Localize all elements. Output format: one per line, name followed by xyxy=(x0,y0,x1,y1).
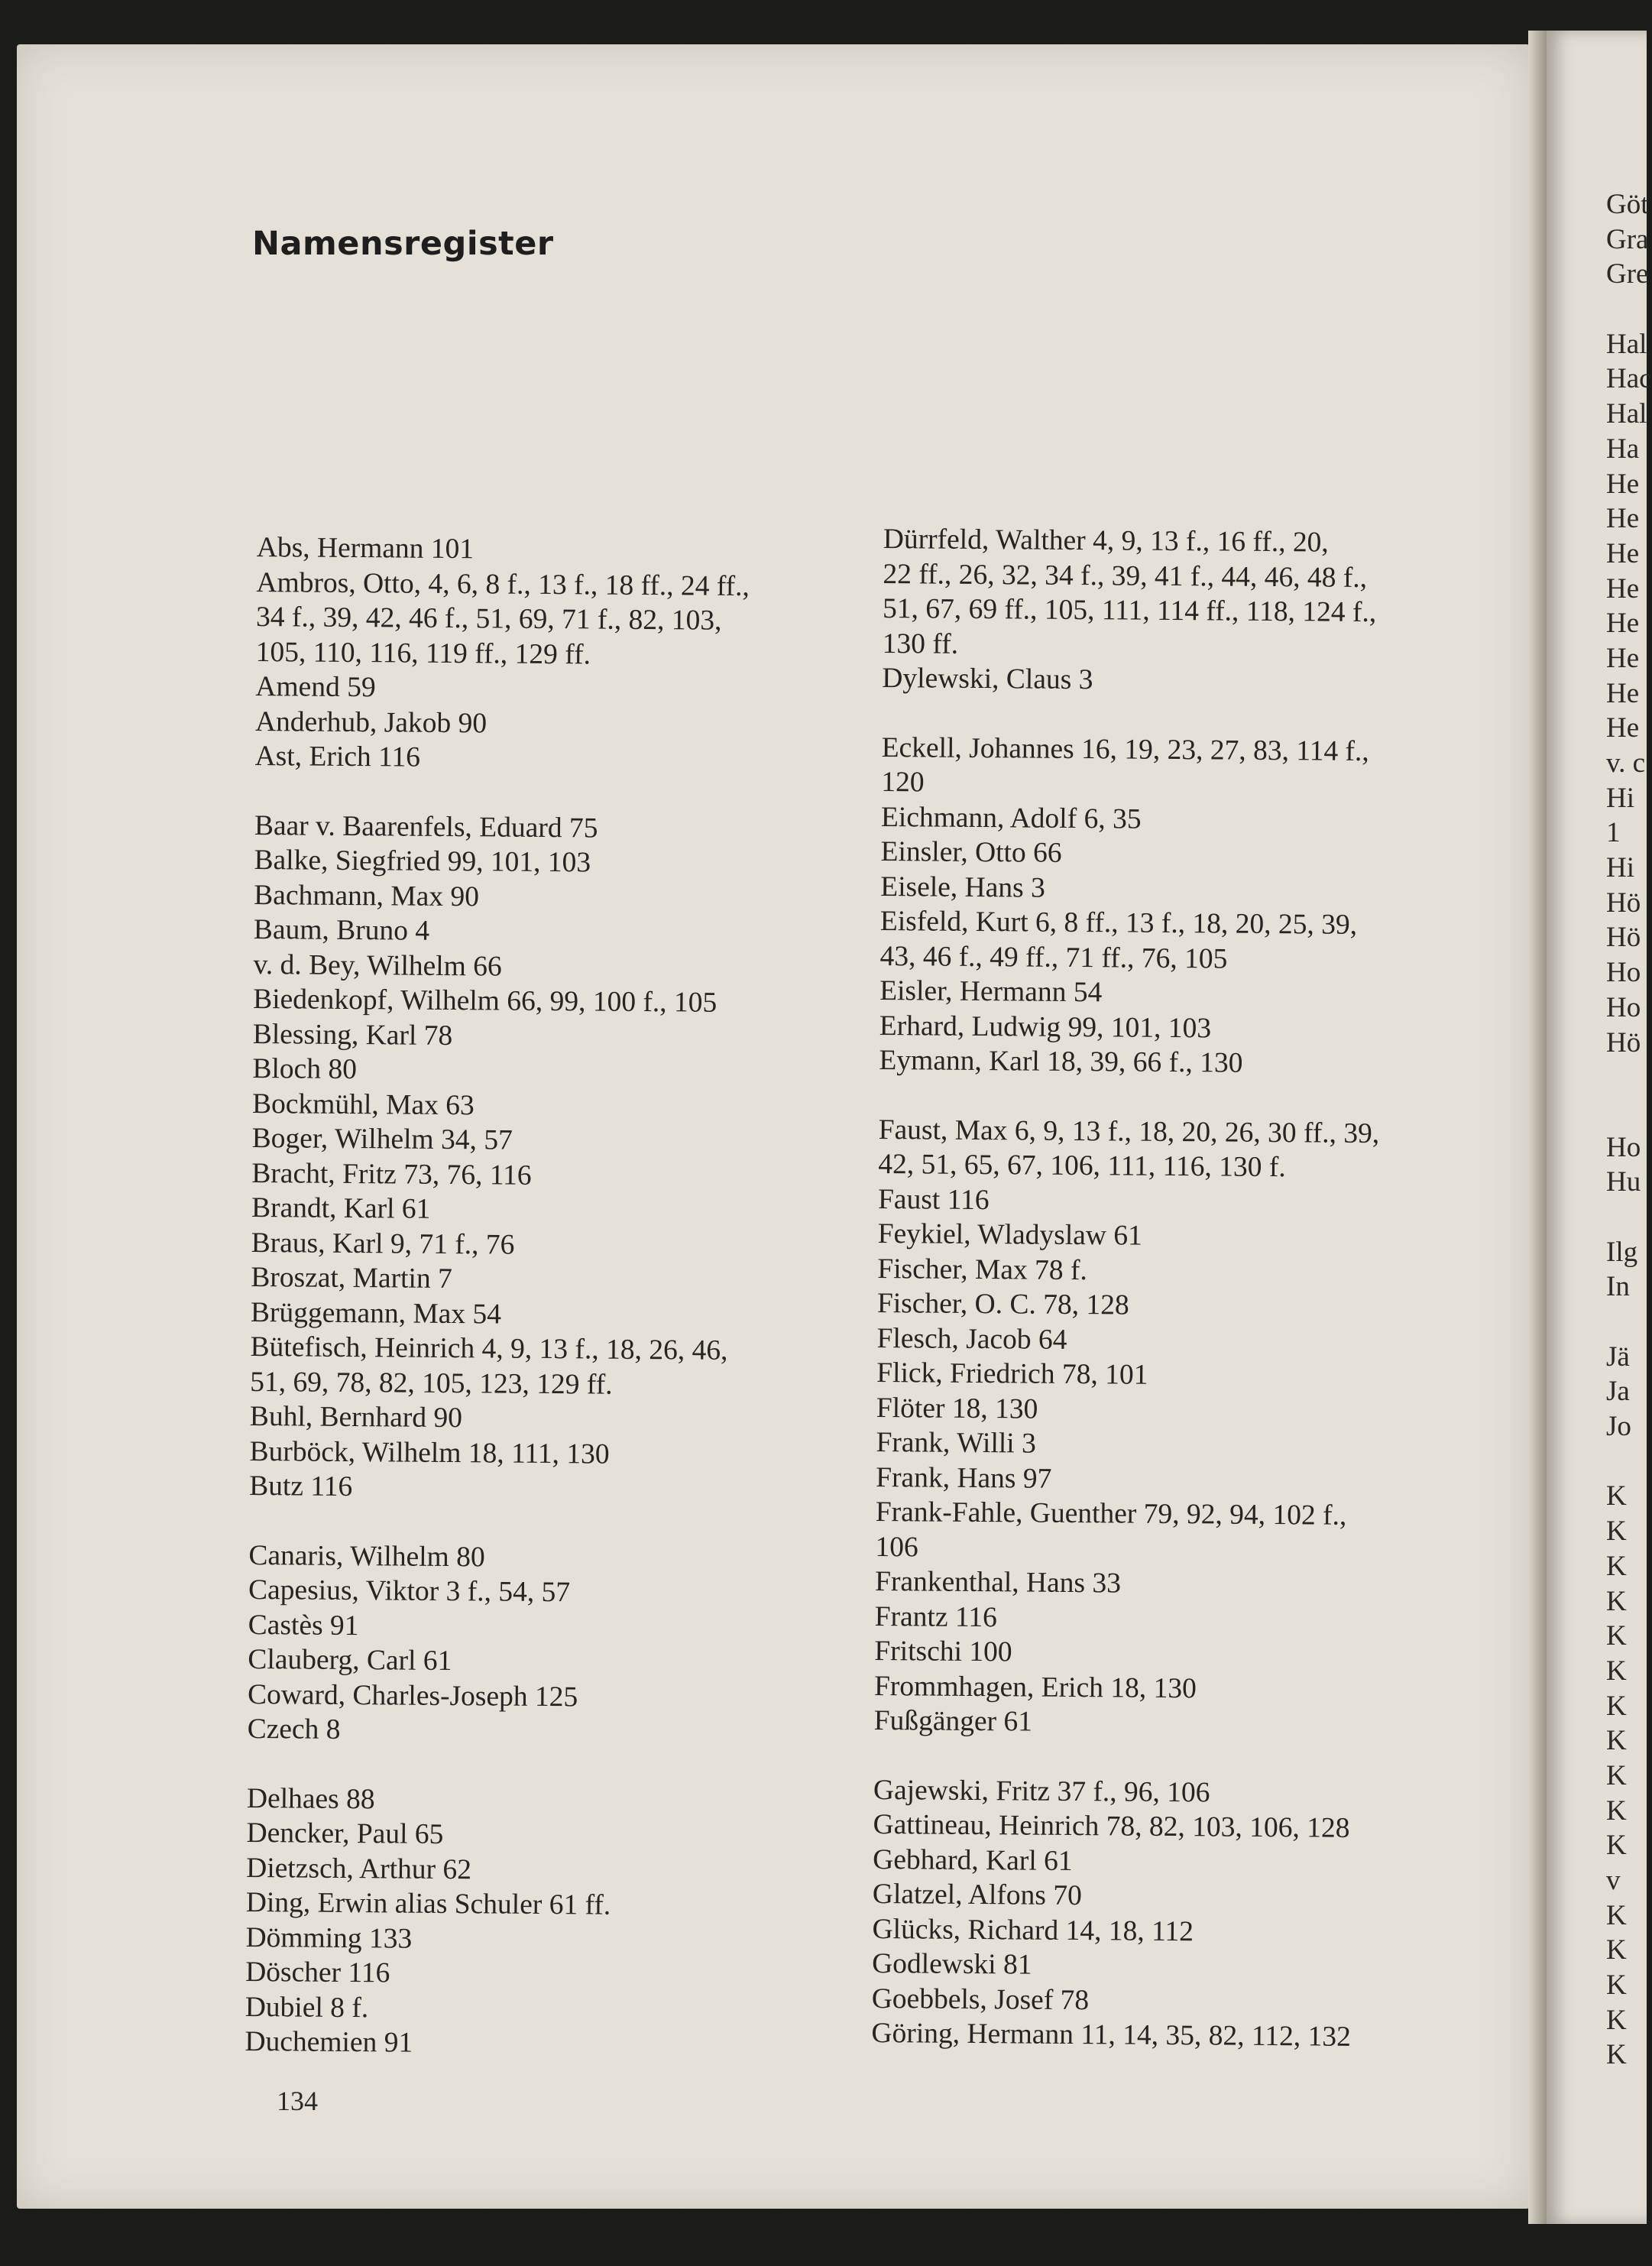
next-page-fragment: He xyxy=(1606,677,1640,709)
index-entry xyxy=(882,661,1493,701)
next-page-fragment xyxy=(1606,1200,1652,1235)
next-page-fragment xyxy=(1606,1305,1652,1340)
index-entry xyxy=(872,1911,1483,1951)
index-entry-line: Dömming 133 xyxy=(245,1921,413,1955)
index-entry-line: Broszat, Martin 7 xyxy=(251,1261,452,1295)
index-entry xyxy=(253,1016,864,1056)
index-entry xyxy=(245,1920,857,1960)
index-entry-line: Baum, Bruno 4 xyxy=(253,913,430,947)
index-entry-line: Eckell, Johannes 16, 19, 23, 27, 83, 114 f., xyxy=(881,731,1369,767)
page-number: 134 xyxy=(277,2086,318,2116)
index-entry-line: Czech 8 xyxy=(247,1713,341,1746)
next-page-fragment: He xyxy=(1606,468,1640,500)
index-entry-line: Flick, Friedrich 78, 101 xyxy=(876,1357,1148,1391)
index-entry xyxy=(251,1225,862,1265)
index-entry xyxy=(873,1772,1485,1812)
index-entry xyxy=(246,1885,857,1925)
index-entry-line: Frank-Fahle, Guenther 79, 92, 94, 102 f., xyxy=(875,1496,1347,1532)
letter-group-gap xyxy=(882,695,1493,734)
next-page-fragment: K xyxy=(1606,1620,1627,1652)
index-entry-line: Frankenthal, Hans 33 xyxy=(874,1565,1122,1600)
index-entry-line: 43, 46 f., 49 ff., 71 ff., 76, 105 xyxy=(879,940,1228,975)
index-entry-line: Faust, Max 6, 9, 13 f., 18, 20, 26, 30 ff., 39, xyxy=(878,1114,1380,1149)
index-entry-line: 34 f., 39, 42, 46 f., 51, 69, 71 f., 82, 103, xyxy=(255,601,722,637)
index-entry xyxy=(253,947,864,987)
index-entry-line: Faust 116 xyxy=(877,1183,990,1216)
index-entry-line: Godlewski 81 xyxy=(872,1947,1032,1981)
next-page-fragment: K xyxy=(1606,1794,1627,1827)
index-entry-line: Fritschi 100 xyxy=(874,1635,1012,1668)
next-page-fragment: Ho xyxy=(1606,957,1641,989)
index-entry xyxy=(254,843,865,883)
index-entry-line: 120 xyxy=(881,766,925,799)
index-entry-line: Braus, Karl 9, 71 f., 76 xyxy=(251,1227,515,1261)
index-entry-line: 51, 69, 78, 82, 105, 123, 129 ff. xyxy=(250,1366,613,1401)
index-entry-line: Glücks, Richard 14, 18, 112 xyxy=(872,1913,1194,1947)
index-entry xyxy=(250,1330,862,1404)
next-page-fragment: He xyxy=(1606,608,1640,640)
index-entry-line: Blessing, Karl 78 xyxy=(252,1018,453,1052)
index-entry-line: Gebhard, Karl 61 xyxy=(873,1843,1073,1877)
next-page-fragment: Hi xyxy=(1606,782,1634,814)
index-entry-line: Buhl, Bernhard 90 xyxy=(249,1400,463,1434)
index-entry xyxy=(877,1251,1488,1291)
letter-group-gap xyxy=(879,1078,1490,1117)
index-entry-line: Einsler, Otto 66 xyxy=(880,835,1062,869)
next-page-fragment: K xyxy=(1606,1585,1627,1617)
index-entry xyxy=(872,1981,1483,2021)
next-page-fragment: K xyxy=(1606,1934,1627,1966)
index-entry-line: Flöter 18, 130 xyxy=(876,1392,1038,1425)
next-page-fragment: Hö xyxy=(1606,1026,1641,1058)
letter-group-gap xyxy=(247,1746,858,1785)
index-entry-line: Brandt, Karl 61 xyxy=(251,1191,431,1225)
index-entry xyxy=(245,1989,857,2029)
index-entry-line: Gattineau, Heinrich 78, 82, 103, 106, 128 xyxy=(873,1808,1350,1844)
index-entry xyxy=(880,869,1492,909)
next-page-fragment: v. c xyxy=(1606,747,1646,779)
index-entry xyxy=(876,1460,1487,1499)
index-entry xyxy=(875,1599,1486,1639)
next-page-fragment: He xyxy=(1606,503,1640,535)
index-entry xyxy=(874,1704,1485,1743)
index-entry xyxy=(252,1052,863,1091)
index-entry xyxy=(879,974,1491,1013)
index-entry xyxy=(877,1286,1488,1326)
index-entry xyxy=(871,2016,1482,2056)
index-entry-line: Abs, Hermann 101 xyxy=(256,531,475,566)
next-page-fragment: He xyxy=(1606,572,1640,605)
index-entry xyxy=(248,1538,860,1577)
index-entry xyxy=(876,1356,1488,1396)
index-column-left xyxy=(245,530,868,2064)
index-entry xyxy=(250,1399,861,1439)
next-page-fragment: K xyxy=(1606,1725,1627,1757)
index-entry-line: 106 xyxy=(875,1531,918,1563)
index-entry-line: Frank, Willi 3 xyxy=(876,1426,1036,1460)
index-entry xyxy=(876,1321,1488,1360)
letter-group-gap xyxy=(249,1503,860,1542)
next-page-fragment: Ho xyxy=(1606,1131,1641,1163)
letter-group-gap xyxy=(254,773,866,812)
next-page-fragment: K xyxy=(1606,1655,1627,1687)
next-page-fragment: Hac xyxy=(1606,363,1652,395)
index-entry-line: Döscher 116 xyxy=(245,1956,390,1989)
index-entry xyxy=(875,1564,1486,1604)
index-entry-line: Frommhagen, Erich 18, 130 xyxy=(873,1670,1197,1704)
next-page-fragment: Ilg xyxy=(1606,1236,1638,1268)
index-entry-line: Glatzel, Alfons 70 xyxy=(872,1878,1082,1912)
index-entry xyxy=(873,1877,1484,1917)
index-entry-line: Delhaes 88 xyxy=(246,1782,375,1815)
next-page-fragments xyxy=(1606,187,1652,2073)
index-entry-line: Eisler, Hermann 54 xyxy=(879,974,1103,1009)
index-column-right xyxy=(871,522,1495,2056)
book-page-right-edge xyxy=(1547,31,1652,2224)
index-entry xyxy=(251,1156,863,1195)
index-entry-line: Flesch, Jacob 64 xyxy=(876,1322,1067,1356)
next-page-fragment xyxy=(1606,1060,1652,1095)
index-entry-line: 130 ff. xyxy=(882,627,959,660)
next-page-fragment: K xyxy=(1606,1830,1627,1862)
index-entry-line: Fischer, Max 78 f. xyxy=(877,1253,1087,1286)
next-page-fragment: K xyxy=(1606,1759,1627,1791)
index-entry xyxy=(873,1807,1484,1847)
index-entry-line: Bockmühl, Max 63 xyxy=(251,1088,475,1121)
index-entry-line: Eichmann, Adolf 6, 35 xyxy=(880,801,1142,835)
next-page-fragment xyxy=(1606,1444,1652,1480)
index-entry xyxy=(874,1634,1485,1674)
index-entry xyxy=(245,2024,856,2064)
index-entry-line: Eisele, Hans 3 xyxy=(880,870,1045,904)
next-page-fragment: v xyxy=(1606,1865,1621,1896)
index-entry-line: Dietzsch, Arthur 62 xyxy=(246,1852,472,1885)
index-entry-line: Dencker, Paul 65 xyxy=(246,1817,444,1850)
index-entry xyxy=(247,1781,858,1820)
next-page-fragment: K xyxy=(1606,1550,1627,1582)
index-entry xyxy=(876,1425,1487,1465)
next-page-fragment: 1 xyxy=(1606,817,1621,849)
index-entry-line: Castès 91 xyxy=(248,1609,359,1642)
next-page-fragment: K xyxy=(1606,1690,1627,1722)
index-entry-line: Balke, Siegfried 99, 101, 103 xyxy=(254,844,591,879)
index-entry xyxy=(875,1495,1487,1569)
next-page-fragment: K xyxy=(1606,1969,1627,2002)
index-entry xyxy=(249,1469,860,1509)
next-page-fragment: Ho xyxy=(1606,991,1641,1023)
index-entry xyxy=(874,1668,1485,1708)
next-page-fragment: K xyxy=(1606,1480,1627,1512)
next-page-fragment: Ja xyxy=(1606,1376,1630,1408)
next-page-fragment: He xyxy=(1606,537,1640,569)
index-entry-line: 105, 110, 116, 119 ff., 129 ff. xyxy=(255,636,591,670)
index-entry-line: Gajewski, Fritz 37 f., 96, 106 xyxy=(873,1774,1210,1808)
next-page-fragment: He xyxy=(1606,712,1640,744)
next-page-fragment: Hi xyxy=(1606,852,1634,884)
index-entry xyxy=(251,1191,863,1230)
index-entry xyxy=(878,1217,1489,1256)
index-entry-line: Ambros, Otto, 4, 6, 8 f., 13 f., 18 ff., 24 ff., xyxy=(256,566,750,602)
book-page-left xyxy=(17,44,1530,2209)
index-entry xyxy=(879,1043,1490,1083)
next-page-fragment: K xyxy=(1606,1899,1627,1931)
index-entry xyxy=(252,1086,863,1126)
index-entry-line: Canaris, Wilhelm 80 xyxy=(248,1539,485,1573)
index-entry-line: Burböck, Wilhelm 18, 111, 130 xyxy=(249,1435,610,1470)
index-entry-line: Eisfeld, Kurt 6, 8 ff., 13 f., 18, 20, 25, 39, xyxy=(879,905,1358,941)
index-entry xyxy=(881,799,1492,839)
index-entry xyxy=(255,704,866,744)
letter-group-gap xyxy=(873,1738,1485,1777)
index-entry-line: Goebbels, Josef 78 xyxy=(871,1982,1090,2016)
index-entry-line: Butz 116 xyxy=(249,1470,353,1503)
index-entry xyxy=(248,1677,859,1717)
index-entry-line: Fußgänger 61 xyxy=(873,1704,1033,1738)
next-page-fragment: Hö xyxy=(1606,887,1641,919)
next-page-fragment: Gra xyxy=(1606,223,1649,255)
next-page-fragment: Jo xyxy=(1606,1411,1631,1443)
index-entry xyxy=(878,1112,1490,1186)
next-page-fragment: He xyxy=(1606,642,1640,674)
index-entry-line: Fischer, O. C. 78, 128 xyxy=(876,1287,1129,1321)
index-entry-line: Erhard, Ludwig 99, 101, 103 xyxy=(879,1010,1212,1044)
index-entry xyxy=(256,565,868,674)
index-entry-line: Capesius, Viktor 3 f., 54, 57 xyxy=(248,1574,571,1609)
index-entry xyxy=(248,1607,860,1647)
index-entry-line: Anderhub, Jakob 90 xyxy=(254,705,488,739)
index-entry xyxy=(879,1008,1491,1048)
next-page-fragment: Hö xyxy=(1606,922,1641,954)
index-entry-line: Clauberg, Carl 61 xyxy=(248,1643,452,1678)
index-entry xyxy=(253,982,864,1022)
next-page-fragment: Göt xyxy=(1606,189,1649,220)
index-entry xyxy=(254,739,866,779)
index-entry xyxy=(245,1955,857,1995)
index-entry xyxy=(248,1573,860,1613)
index-entry-line: Bloch 80 xyxy=(252,1052,358,1086)
index-entry-line: Ding, Erwin alias Schuler 61 ff. xyxy=(245,1886,611,1921)
index-entry xyxy=(248,1642,859,1682)
next-page-fragment: Hal xyxy=(1606,398,1647,430)
next-page-fragment xyxy=(1606,1095,1652,1130)
index-entry xyxy=(251,1295,862,1334)
index-entry-line: Boger, Wilhelm 34, 57 xyxy=(251,1122,513,1156)
index-entry xyxy=(254,808,866,848)
index-entry-line: Frantz 116 xyxy=(874,1600,997,1633)
index-entry-line: 22 ff., 26, 32, 34 f., 39, 41 f., 44, 46, 48 f., xyxy=(883,558,1368,594)
next-page-fragment xyxy=(1606,292,1652,327)
index-entry xyxy=(248,1712,859,1752)
page-title: Namensregister xyxy=(252,225,554,263)
index-entry-line: Bracht, Fritz 73, 76, 116 xyxy=(251,1157,532,1191)
index-entry xyxy=(251,1260,862,1300)
index-entry xyxy=(254,877,865,917)
next-page-fragment: K xyxy=(1606,2004,1627,2036)
next-page-fragment: Hal xyxy=(1606,328,1647,360)
index-entry-line: v. d. Bey, Wilhelm 66 xyxy=(253,948,502,983)
index-entry xyxy=(873,1842,1484,1882)
next-page-fragment: K xyxy=(1606,1516,1627,1548)
index-entry-line: Ast, Erich 116 xyxy=(254,740,421,773)
index-entry-line: Bachmann, Max 90 xyxy=(254,879,480,913)
index-entry xyxy=(254,913,865,952)
index-entry-line: Coward, Charles-Joseph 125 xyxy=(247,1678,578,1713)
index-entry-line: Dubiel 8 f. xyxy=(245,1991,369,2024)
index-entry-line: Feykiel, Wladyslaw 61 xyxy=(877,1217,1142,1252)
next-page-fragment: Ha xyxy=(1606,433,1640,465)
index-entry xyxy=(876,1390,1488,1430)
index-entry-line: 51, 67, 69 ff., 105, 111, 114 ff., 118, 124 f., xyxy=(882,592,1377,629)
index-entry xyxy=(881,730,1493,804)
next-page-fragment: K xyxy=(1606,2039,1627,2071)
index-entry xyxy=(872,1947,1483,1986)
index-entry-line: Frank, Hans 97 xyxy=(876,1461,1052,1495)
index-entry xyxy=(252,1121,863,1161)
next-page-fragment: Gre xyxy=(1606,258,1649,290)
index-entry-line: Biedenkopf, Wilhelm 66, 99, 100 f., 105 xyxy=(253,983,717,1019)
index-entry xyxy=(879,904,1492,978)
index-entry xyxy=(880,835,1492,874)
index-entry xyxy=(246,1816,857,1856)
index-entry-line: Baar v. Baarenfels, Eduard 75 xyxy=(254,809,598,844)
index-entry-line: 42, 51, 65, 67, 106, 111, 116, 130 f. xyxy=(878,1148,1286,1184)
next-page-fragment: Jä xyxy=(1606,1340,1630,1373)
index-entry xyxy=(878,1182,1489,1221)
index-entry-line: Eymann, Karl 18, 39, 66 f., 130 xyxy=(879,1044,1243,1079)
index-entry-line: Duchemien 91 xyxy=(245,2025,413,2059)
index-entry xyxy=(246,1850,857,1890)
index-entry xyxy=(883,522,1495,666)
index-entry xyxy=(255,669,866,709)
index-entry-line: Bütefisch, Heinrich 4, 9, 13 f., 18, 26, 46, xyxy=(250,1331,728,1366)
index-entry-line: Amend 59 xyxy=(255,670,376,704)
index-entry-line: Dürrfeld, Walther 4, 9, 13 f., 16 ff., 20, xyxy=(883,523,1329,559)
index-entry-line: Göring, Hermann 11, 14, 35, 82, 112, 132 xyxy=(871,2017,1351,2053)
index-entry xyxy=(249,1434,860,1473)
next-page-fragment: Hu xyxy=(1606,1166,1641,1198)
index-entry xyxy=(257,530,868,570)
index-entry-line: Brüggemann, Max 54 xyxy=(250,1296,502,1331)
next-page-fragment: In xyxy=(1606,1271,1630,1303)
index-entry-line: Dylewski, Claus 3 xyxy=(882,662,1093,696)
